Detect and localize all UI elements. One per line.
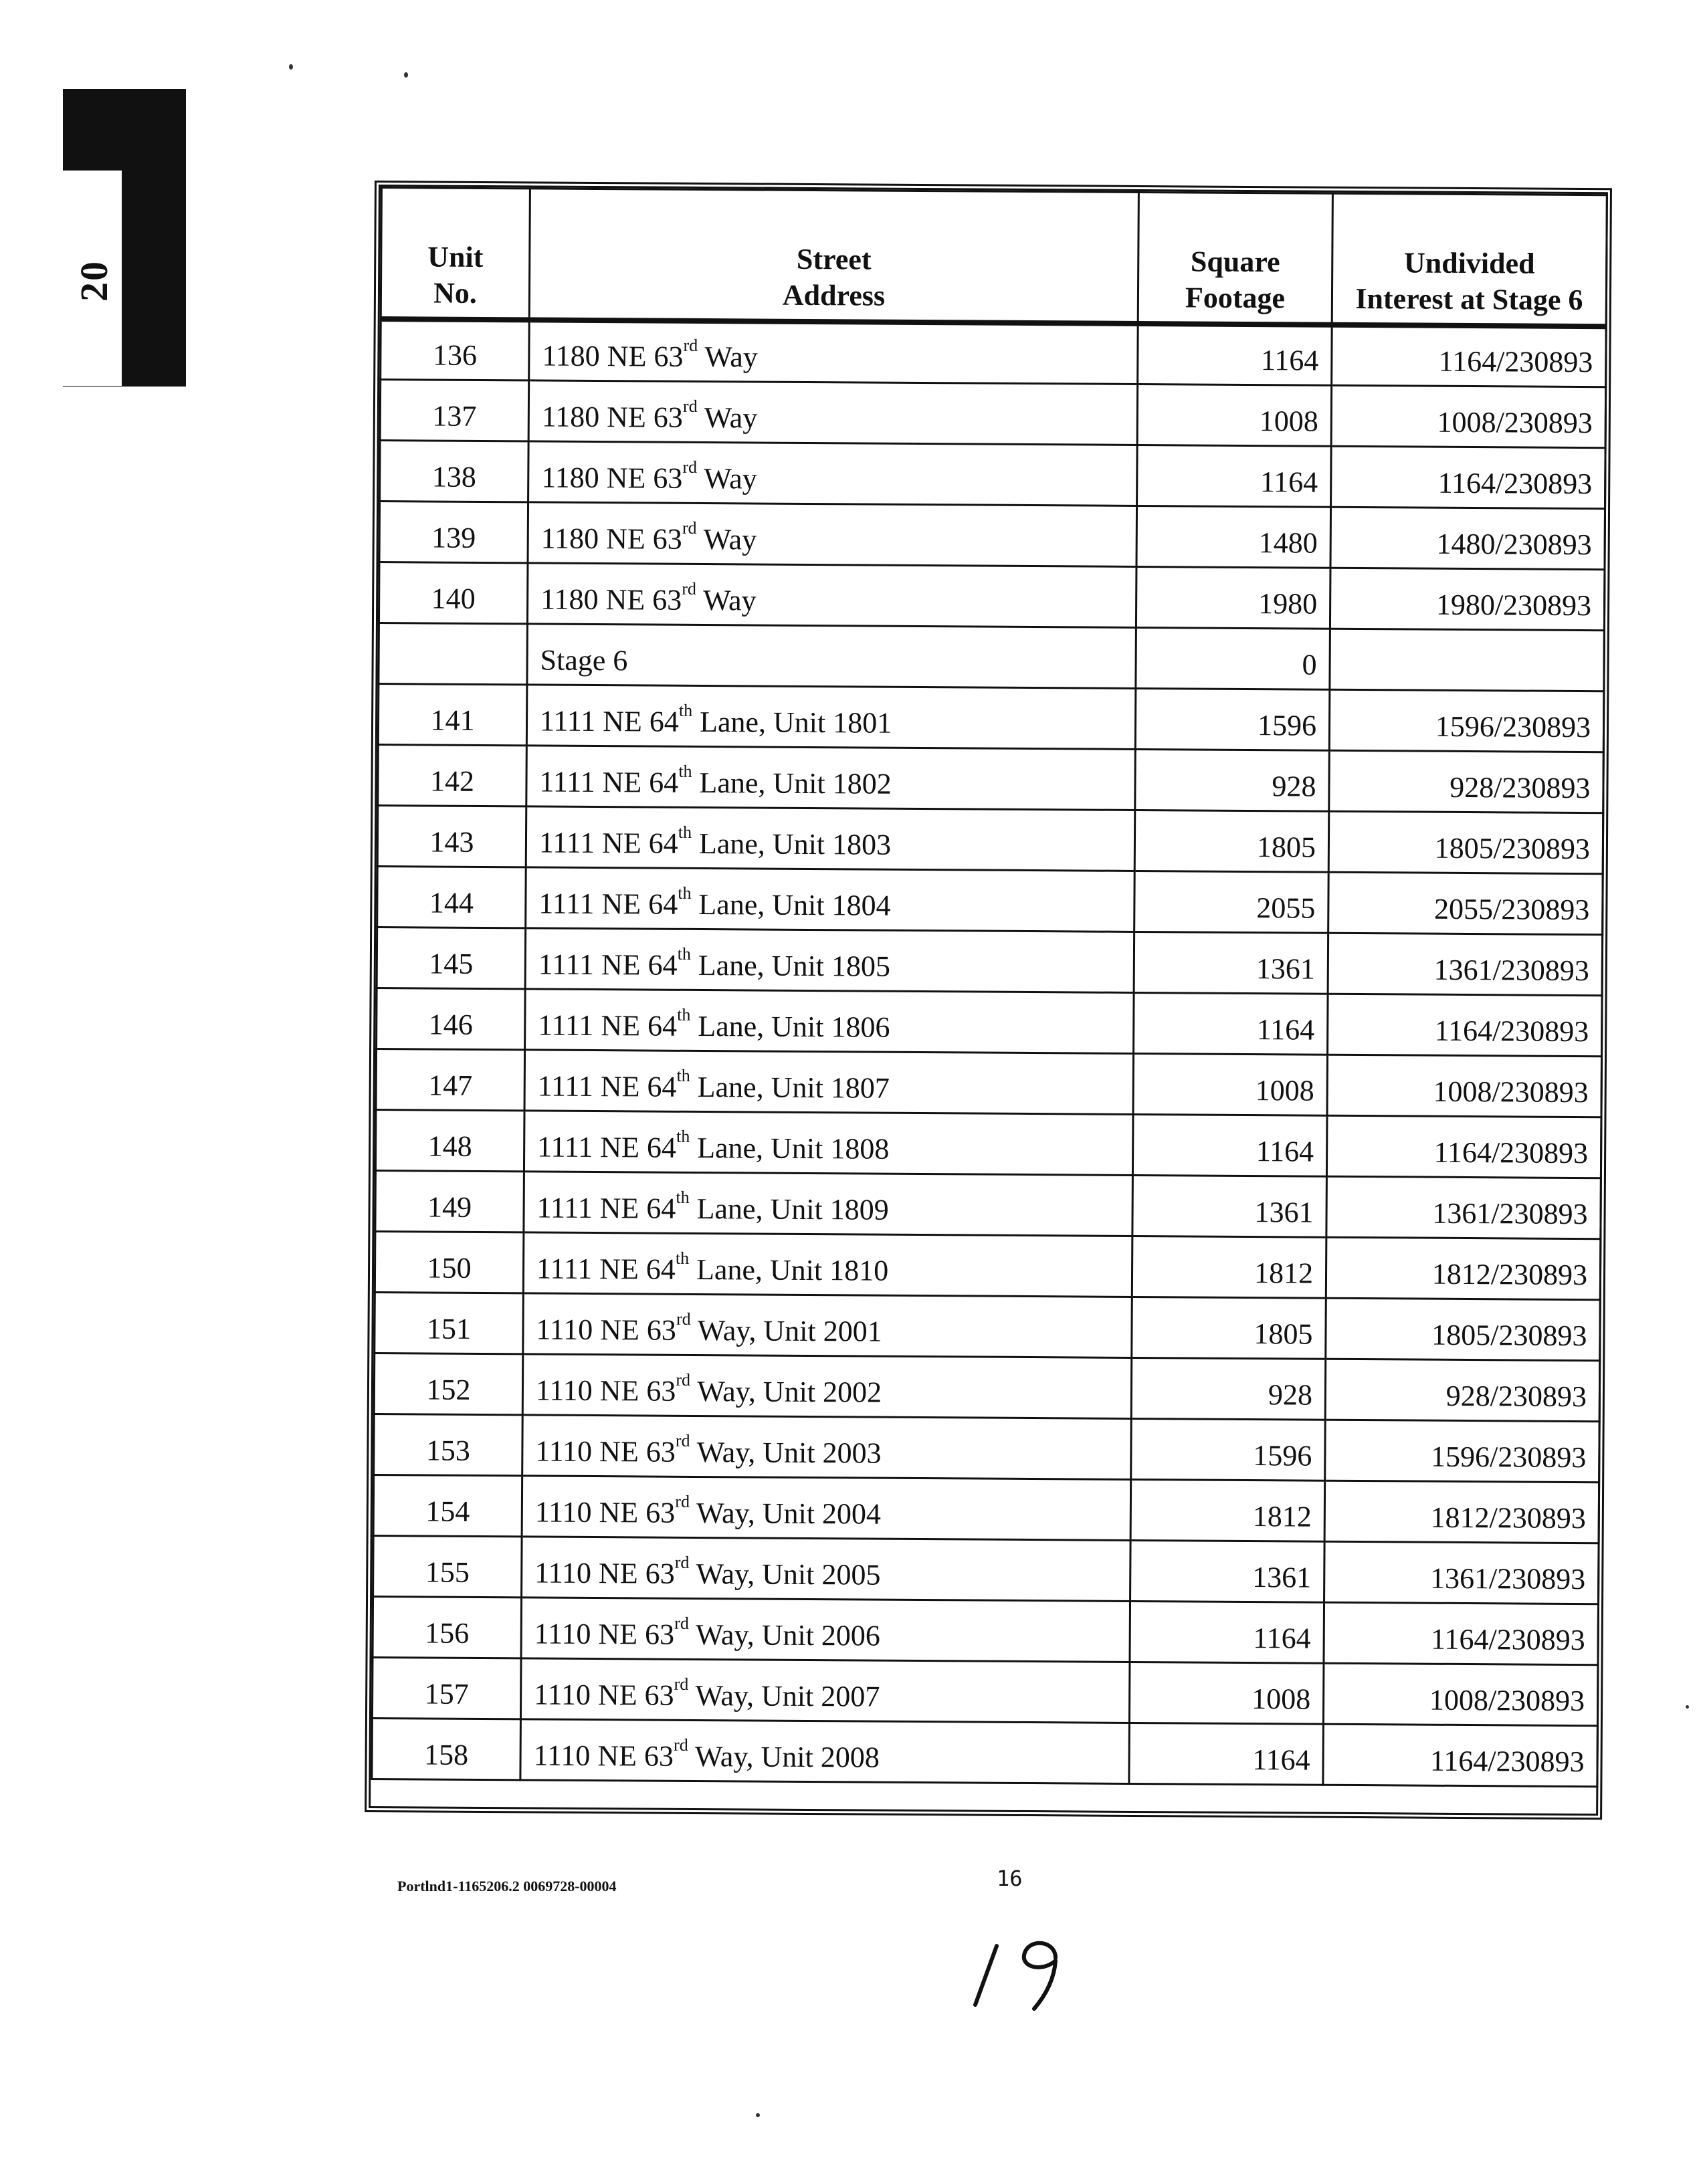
address-rest: Lane, Unit 1806 [690, 1009, 890, 1044]
street-address-cell [520, 1658, 1130, 1723]
scan-speck [1686, 1705, 1689, 1709]
table-row [375, 1293, 1601, 1361]
address-ordinal-suffix: th [678, 883, 692, 903]
unit-number-cell: 148 [375, 1110, 524, 1172]
unit-number-cell: 152 [374, 1353, 523, 1415]
header-unit-line1: Unit [427, 239, 484, 274]
street-address-cell [527, 624, 1136, 689]
header-interest-line2: Interest at Stage 6 [1355, 282, 1583, 316]
square-footage-cell: 2055 [1134, 871, 1329, 933]
undivided-interest-cell: 1008/230893 [1327, 1055, 1602, 1117]
table-row [375, 1171, 1601, 1239]
address-base: 1111 NE 64 [538, 887, 678, 921]
square-footage-cell: 1164 [1137, 445, 1332, 507]
address-rest: Lane, Unit 1809 [689, 1192, 889, 1226]
address-base: 1110 NE 63 [535, 1374, 676, 1408]
square-footage-cell: 1805 [1134, 810, 1329, 872]
scan-speck [756, 2113, 760, 2117]
undivided-interest-cell: 1164/230893 [1324, 1602, 1599, 1665]
address-base: 1111 NE 64 [536, 1252, 676, 1286]
address-rest: Way, Unit 2001 [690, 1313, 882, 1348]
address-ordinal-suffix: rd [674, 1613, 689, 1633]
street-address-cell [522, 1415, 1132, 1480]
address-rest: Way, Unit 2004 [689, 1496, 882, 1531]
address-ordinal-suffix: rd [674, 1552, 690, 1572]
address-base: 1111 NE 64 [536, 1191, 676, 1225]
table-row [378, 684, 1604, 752]
street-address-cell [528, 380, 1138, 445]
handwritten-page-number [955, 1926, 1089, 2013]
unit-number-cell: 142 [378, 745, 527, 806]
street-address-cell [526, 685, 1136, 750]
street-address-cell [521, 1598, 1130, 1662]
address-ordinal-suffix: rd [682, 578, 697, 598]
address-base: 1111 NE 64 [537, 1130, 677, 1164]
street-address-cell [525, 989, 1134, 1054]
address-rest: Lane, Unit 1807 [690, 1070, 890, 1105]
square-footage-cell: 928 [1135, 749, 1330, 811]
street-address-cell [524, 1111, 1133, 1176]
square-footage-cell: 1480 [1136, 506, 1331, 568]
undivided-interest-cell: 1812/230893 [1324, 1481, 1599, 1543]
street-address-cell [522, 1537, 1131, 1602]
unit-number-cell: 156 [373, 1597, 522, 1658]
address-ordinal-suffix: rd [675, 1430, 690, 1450]
table-header-row [381, 188, 1607, 326]
street-address-cell [528, 441, 1138, 506]
unit-number-cell: 141 [378, 684, 527, 746]
table-row [376, 1049, 1602, 1117]
table-row [372, 1658, 1598, 1726]
table-row [379, 502, 1605, 570]
address-ordinal-suffix: th [678, 700, 693, 720]
table-row [379, 562, 1605, 631]
address-ordinal-suffix: th [675, 1248, 690, 1268]
unit-table [365, 181, 1612, 1820]
side-page-number: 20 [72, 260, 116, 302]
address-ordinal-suffix: rd [682, 457, 698, 477]
street-address-cell [524, 1172, 1133, 1236]
address-base: 1110 NE 63 [534, 1617, 675, 1651]
address-ordinal-suffix: th [678, 761, 692, 781]
unit-number-cell: 157 [372, 1658, 521, 1719]
header-unit-no [381, 188, 530, 320]
address-base: 1180 NE 63 [542, 339, 684, 373]
table-row [380, 380, 1606, 448]
table-row [377, 806, 1603, 874]
square-footage-cell: 1812 [1130, 1479, 1325, 1541]
street-address-cell [523, 1293, 1132, 1358]
street-address-cell [526, 746, 1136, 810]
unit-number-cell: 145 [377, 927, 526, 989]
table-row [372, 1719, 1598, 1787]
undivided-interest-cell: 1596/230893 [1325, 1420, 1600, 1483]
table-row [378, 745, 1604, 813]
table-row [374, 1353, 1600, 1422]
address-base: 1111 NE 64 [538, 948, 678, 982]
header-unit-line2: No. [433, 276, 478, 310]
unit-number-cell: 150 [375, 1232, 524, 1293]
street-address-cell [527, 563, 1136, 628]
header-sqft-line2: Footage [1185, 280, 1286, 314]
address-base: 1111 NE 64 [539, 704, 679, 738]
square-footage-cell: 1164 [1138, 323, 1332, 385]
undivided-interest-cell: 1008/230893 [1331, 385, 1606, 448]
address-ordinal-suffix: th [676, 1187, 690, 1207]
address-rest: Lane, Unit 1805 [690, 948, 891, 983]
unit-number-cell: 137 [380, 380, 529, 441]
street-address-cell [529, 320, 1138, 385]
square-footage-cell: 1596 [1131, 1418, 1326, 1481]
square-footage-cell: 1164 [1132, 1114, 1327, 1176]
address-rest: Lane, Unit 1803 [691, 827, 892, 861]
undivided-interest-cell: 1008/230893 [1323, 1663, 1598, 1726]
square-footage-cell: 1361 [1134, 932, 1328, 994]
address-ordinal-suffix: th [677, 1004, 691, 1024]
address-ordinal-suffix: rd [674, 1735, 688, 1755]
undivided-interest-cell: 1164/230893 [1331, 446, 1606, 509]
square-footage-cell: 1164 [1129, 1723, 1324, 1785]
unit-number-cell: 151 [375, 1293, 524, 1354]
address-base: 1111 NE 64 [539, 765, 679, 799]
address-base: 1111 NE 64 [538, 826, 678, 860]
table-row [374, 1414, 1600, 1483]
address-rest: Lane, Unit 1804 [691, 887, 891, 922]
street-address-cell [526, 867, 1135, 932]
header-street-address [529, 189, 1138, 324]
header-undivided-interest [1332, 193, 1607, 326]
address-rest: Way, Unit 2005 [689, 1557, 881, 1592]
undivided-interest-cell [1330, 629, 1605, 691]
scan-speck [289, 64, 293, 70]
address-base: Stage 6 [540, 643, 628, 677]
address-ordinal-suffix: rd [676, 1309, 691, 1329]
undivided-interest-cell: 1164/230893 [1328, 994, 1603, 1057]
address-base: 1110 NE 63 [534, 1678, 674, 1712]
table-row [375, 1232, 1601, 1300]
square-footage-cell: 1596 [1135, 688, 1330, 750]
address-rest: Lane, Unit 1808 [690, 1131, 890, 1166]
table-row [373, 1536, 1599, 1604]
address-rest: Way [696, 461, 757, 496]
undivided-interest-cell: 1812/230893 [1326, 1237, 1601, 1300]
address-rest: Way [696, 583, 757, 617]
address-rest: Lane, Unit 1801 [692, 705, 892, 740]
unit-number-cell: 139 [379, 502, 528, 563]
square-footage-cell: 928 [1131, 1357, 1326, 1420]
square-footage-cell: 1164 [1130, 1601, 1324, 1663]
undivided-interest-cell: 1805/230893 [1328, 811, 1603, 874]
table-row [375, 1110, 1601, 1178]
square-footage-cell: 0 [1136, 627, 1330, 689]
square-footage-cell: 1164 [1134, 992, 1328, 1055]
undivided-interest-cell: 1361/230893 [1328, 933, 1603, 996]
undivided-interest-cell: 928/230893 [1325, 1359, 1600, 1422]
undivided-interest-cell: 1361/230893 [1324, 1541, 1599, 1604]
address-base: 1110 NE 63 [536, 1313, 677, 1347]
address-rest: Way, Unit 2002 [690, 1374, 882, 1409]
address-base: 1111 NE 64 [537, 1069, 677, 1103]
table-row [380, 441, 1606, 509]
address-rest: Way [697, 340, 759, 374]
unit-number-cell [379, 623, 528, 685]
street-address-cell [522, 1476, 1131, 1541]
address-ordinal-suffix: th [677, 944, 692, 964]
address-rest: Lane, Unit 1802 [692, 766, 892, 800]
undivided-interest-cell: 1480/230893 [1330, 507, 1605, 570]
unit-number-cell: 153 [374, 1414, 523, 1476]
unit-number-cell: 144 [377, 867, 526, 928]
table-row [377, 927, 1603, 996]
address-base: 1111 NE 64 [538, 1008, 678, 1043]
address-rest: Lane, Unit 1810 [688, 1252, 889, 1287]
address-base: 1110 NE 63 [535, 1434, 676, 1468]
square-footage-cell: 1980 [1136, 566, 1330, 629]
unit-number-cell: 155 [373, 1536, 522, 1598]
table-row [373, 1475, 1599, 1543]
street-address-cell [524, 1050, 1134, 1115]
address-rest: Way, Unit 2006 [688, 1618, 881, 1652]
address-ordinal-suffix: rd [676, 1370, 691, 1390]
address-base: 1110 NE 63 [534, 1495, 676, 1529]
unit-number-cell: 136 [381, 319, 530, 380]
unit-number-cell: 143 [377, 806, 526, 867]
square-footage-cell: 1008 [1129, 1662, 1324, 1724]
street-address-cell [525, 928, 1134, 993]
street-address-cell [520, 1719, 1130, 1784]
address-rest: Way, Unit 2008 [688, 1739, 880, 1774]
street-address-cell [526, 806, 1135, 871]
undivided-interest-cell: 1980/230893 [1330, 568, 1605, 631]
address-ordinal-suffix: th [678, 822, 692, 842]
address-base: 1110 NE 63 [533, 1739, 674, 1773]
square-footage-cell: 1361 [1132, 1175, 1327, 1237]
table-row [377, 867, 1603, 935]
address-base: 1180 NE 63 [541, 400, 684, 434]
address-rest: Way [697, 401, 758, 435]
address-ordinal-suffix: rd [675, 1491, 690, 1511]
undivided-interest-cell: 1164/230893 [1326, 1115, 1601, 1178]
page-number: 16 [997, 1866, 1023, 1891]
unit-number-cell: 154 [373, 1475, 522, 1537]
unit-number-cell: 149 [375, 1171, 524, 1232]
header-address-line2: Address [782, 278, 886, 312]
unit-number-cell: 158 [372, 1719, 521, 1780]
unit-number-cell: 138 [380, 441, 529, 502]
scan-speck [404, 72, 408, 78]
address-ordinal-suffix: rd [682, 518, 697, 538]
address-base: 1180 NE 63 [540, 522, 682, 556]
unit-number-cell: 146 [377, 988, 526, 1050]
table-row [379, 623, 1605, 691]
undivided-interest-cell: 1164/230893 [1323, 1724, 1598, 1787]
header-sqft-line1: Square [1190, 244, 1280, 278]
address-base: 1180 NE 63 [541, 461, 683, 495]
square-footage-cell: 1008 [1137, 384, 1332, 446]
address-base: 1110 NE 63 [534, 1556, 675, 1590]
street-address-cell [522, 1354, 1132, 1419]
undivided-interest-cell: 928/230893 [1329, 750, 1604, 813]
header-address-line1: Street [796, 242, 872, 276]
square-footage-cell: 1361 [1130, 1540, 1325, 1602]
undivided-interest-cell: 1361/230893 [1326, 1176, 1601, 1239]
street-address-cell [523, 1232, 1132, 1297]
address-base: 1180 NE 63 [540, 582, 682, 617]
unit-number-cell: 147 [376, 1049, 525, 1111]
header-square-footage [1138, 192, 1332, 324]
table-row [381, 319, 1607, 387]
address-rest: Way, Unit 2003 [690, 1435, 882, 1470]
table-row [373, 1597, 1599, 1665]
square-footage-cell: 1805 [1132, 1297, 1326, 1359]
address-ordinal-suffix: rd [683, 335, 698, 355]
address-rest: Way, Unit 2007 [688, 1678, 880, 1713]
undivided-interest-cell: 1805/230893 [1326, 1298, 1601, 1361]
square-footage-cell: 1008 [1133, 1053, 1328, 1115]
address-ordinal-suffix: th [676, 1065, 690, 1085]
address-ordinal-suffix: rd [682, 396, 698, 416]
undivided-interest-cell: 1596/230893 [1329, 689, 1604, 752]
address-rest: Way [696, 522, 757, 556]
street-address-cell [528, 502, 1137, 567]
table-row [377, 988, 1603, 1057]
undivided-interest-cell: 2055/230893 [1328, 872, 1603, 935]
address-ordinal-suffix: th [676, 1126, 690, 1146]
header-interest-line1: Undivided [1403, 245, 1535, 280]
unit-number-cell: 140 [379, 562, 528, 624]
square-footage-cell: 1812 [1132, 1236, 1326, 1298]
address-ordinal-suffix: rd [674, 1674, 689, 1694]
undivided-interest-cell: 1164/230893 [1332, 324, 1607, 387]
document-id: Portlnd1-1165206.2 0069728-00004 [397, 1878, 617, 1894]
